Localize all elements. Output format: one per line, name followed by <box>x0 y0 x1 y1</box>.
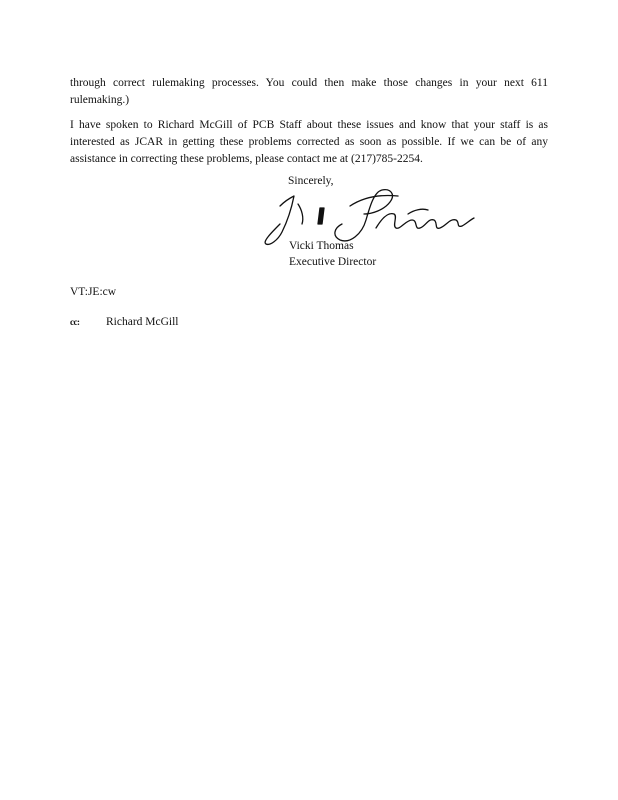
letter-paragraph-contact: I have spoken to Richard McGill of PCB Staff about these issues and know that your staff is as interested as JCAR in getting these problems corrected as soon as possible. If we can be of any assistance in correcting these problems, please contact me at (217)785-2254. <box>70 119 548 165</box>
letter-paragraph-continued: through correct rulemaking processes. You could then make those changes in your next 611 rulemaking.) <box>70 77 548 106</box>
signer-title: Executive Director <box>289 256 377 268</box>
cc-recipient: Richard McGill <box>106 316 179 328</box>
cc-label: cc: <box>70 317 80 327</box>
letter-closing: Sincerely, <box>288 175 334 187</box>
signer-name: Vicki Thomas <box>289 240 354 252</box>
reference-initials: VT:JE:cw <box>70 286 117 298</box>
cc-line <box>70 314 179 331</box>
